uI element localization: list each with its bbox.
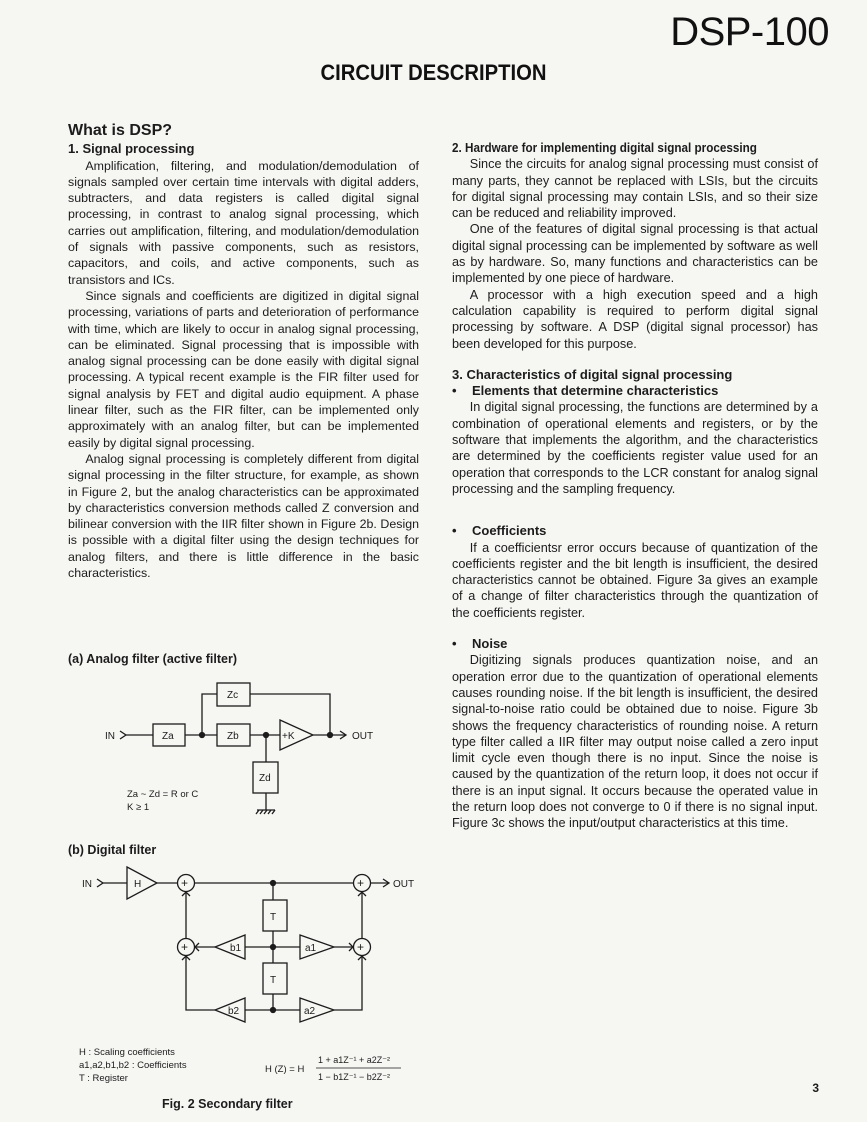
paragraph: If a coefficientsr error occurs because of quantization of the coefficients register and the bit length is insufficient, the desired characteristics cannot be obtained. Figure 3a gives an example of a change of filter characteristics through the quantization of the coefficients register. (452, 540, 818, 620)
svg-text:a1,a2,b1,b2 : Coefficients: a1,a2,b1,b2 : Coefficients (79, 1060, 187, 1071)
svg-text:+: + (357, 940, 365, 954)
page-title: CIRCUIT DESCRIPTION (320, 60, 547, 85)
svg-text:+: + (181, 940, 189, 954)
svg-text:+K: +K (282, 731, 295, 742)
paragraph: Amplification, filtering, and modulation/demodulation of signals sampled over certain time intervals with digital adders, subtracters, and data registers is called digital signal processing, in contrast to analog signal processing, which carries out amplification, filtering, and modulation/demodulation of signals with passive components, such as resistors, capacitors, and coils, and active components, such as transistors and ICs. (68, 158, 419, 287)
paragraph: Since the circuits for analog signal processing must consist of many parts, they cannot be replaced with LSIs, but the circuits for digital signal processing may contain LSIs, and so their size can be reduced and reliability improved. (452, 157, 818, 221)
svg-text:a2: a2 (304, 1006, 316, 1017)
svg-text:OUT: OUT (393, 879, 415, 890)
svg-text:a1: a1 (305, 943, 317, 954)
bullet-heading: • Noise (452, 636, 508, 652)
out-label: OUT (352, 731, 374, 742)
main-heading: What is DSP? (68, 122, 173, 139)
paragraph: One of the features of digital signal processing is that actual digital signal processing can be implemented by software as well as by hardware. So, many functions and characteristics can be implemented by one piece of hardware. (452, 222, 818, 286)
svg-text:IN: IN (82, 879, 92, 890)
in-label: IN (105, 731, 115, 742)
svg-text:T : Register: T : Register (79, 1073, 128, 1084)
figure-b-label: (b) Digital filter (68, 843, 157, 857)
svg-text:1 − b1Z⁻¹ − b2Z⁻²: 1 − b1Z⁻¹ − b2Z⁻² (318, 1072, 391, 1082)
paragraph: In digital signal processing, the functions are determined by a combination of operational elements and registers, or by the software that implements the algorithm, and the characteristics are determined by the coefficients register value used for an operation that corresponds to the LCR constant for analog signal processing and the sampling frequency. (452, 400, 818, 496)
paragraph: A processor with a high execution speed and a high calculation capability is required to perform digital signal processing by software. A DSP (digital signal processor) has been developed for this purpose. (452, 287, 818, 351)
svg-text:T: T (270, 975, 277, 986)
svg-text:1 + a1Z⁻¹ + a2Z⁻²: 1 + a1Z⁻¹ + a2Z⁻² (318, 1055, 391, 1065)
svg-text:T: T (270, 912, 277, 923)
paragraph: Since signals and coefficients are digitized in digital signal processing, variations of parts and deterioration of performance with time, which are likely to occur in analog signal processing, can be eliminated. Signal processing that is impossible with analog signal processing can be done easily with digital signal processing. A typical recent example is the FIR filter used for signal analysis by FET and digital audio equipment. A phase linear filter, such as the FIR filter, can be implemented only approximately with an analog filter, but can be implemented easily by digital signal processing. (68, 288, 419, 450)
analog-filter-diagram (105, 683, 373, 814)
page-number: 3 (812, 1081, 819, 1095)
svg-text:+: + (181, 876, 189, 890)
figure-a-label: (a) Analog filter (active filter) (68, 652, 238, 666)
svg-text:Za: Za (162, 731, 174, 742)
bullet-heading: • Elements that determine characteristics (452, 383, 719, 399)
svg-text:b2: b2 (228, 1006, 240, 1017)
svg-text:+: + (357, 876, 365, 890)
section-2-title: 2. Hardware for implementing digital signal processing (452, 140, 757, 155)
digital-filter-diagram (79, 867, 414, 1084)
scaling-amplifier (127, 867, 157, 899)
svg-text:Za ~ Zd = R or C: Za ~ Zd = R or C (127, 789, 199, 800)
paragraph: Digitizing signals produces quantization noise, and an operation error due to the quantization of operational elements causes rounding noise. If the bit length is insufficient, the desired signal-to-noise ratio could be obtained due to noise. Figure 3b shows the frequency characteristics of rounding noise. A return type filter called a IIR filter may output noise called a zero input limit cycle even though there is no input. Since the noise is caused by the quantization of the return loop, it does not occur if there is an input signal. It occurs because the operated value in the return loop does not converge to 0 if there is no signal input. Figure 3c shows the input/output characteristics at this time. (452, 653, 818, 831)
section-1-title: 1. Signal processing (68, 141, 195, 157)
svg-text:H: H (134, 879, 142, 890)
paragraph: Analog signal processing is completely different from digital signal processing in the filter structure, for example, as shown in Figure 2, but the analog characteristics can be approximated by characteristics conversion methods called Z conversion and bilinear conversion with the IIR filter shown in Figure 2b. Design is possible with a digital filter using the design techniques for analog filters, and there is little difference in the basic characteristics. (68, 451, 419, 581)
svg-text:b1: b1 (230, 943, 242, 954)
svg-text:Zb: Zb (227, 731, 239, 742)
bullet-heading: • Coefficients (452, 523, 547, 539)
svg-text:K ≥ 1: K ≥ 1 (127, 802, 150, 813)
svg-text:H : Scaling coefficients: H : Scaling coefficients (79, 1047, 175, 1058)
model-name: DSP-100 (670, 10, 829, 54)
transfer-function: H (Z) = H (265, 1064, 305, 1075)
section-3-title: 3. Characteristics of digital signal processing (452, 366, 733, 382)
svg-text:Zc: Zc (227, 690, 239, 701)
figure-caption: Fig. 2 Secondary filter (162, 1097, 293, 1111)
ground-icon (256, 810, 275, 814)
right-column (452, 140, 818, 832)
svg-text:Zd: Zd (259, 773, 271, 784)
